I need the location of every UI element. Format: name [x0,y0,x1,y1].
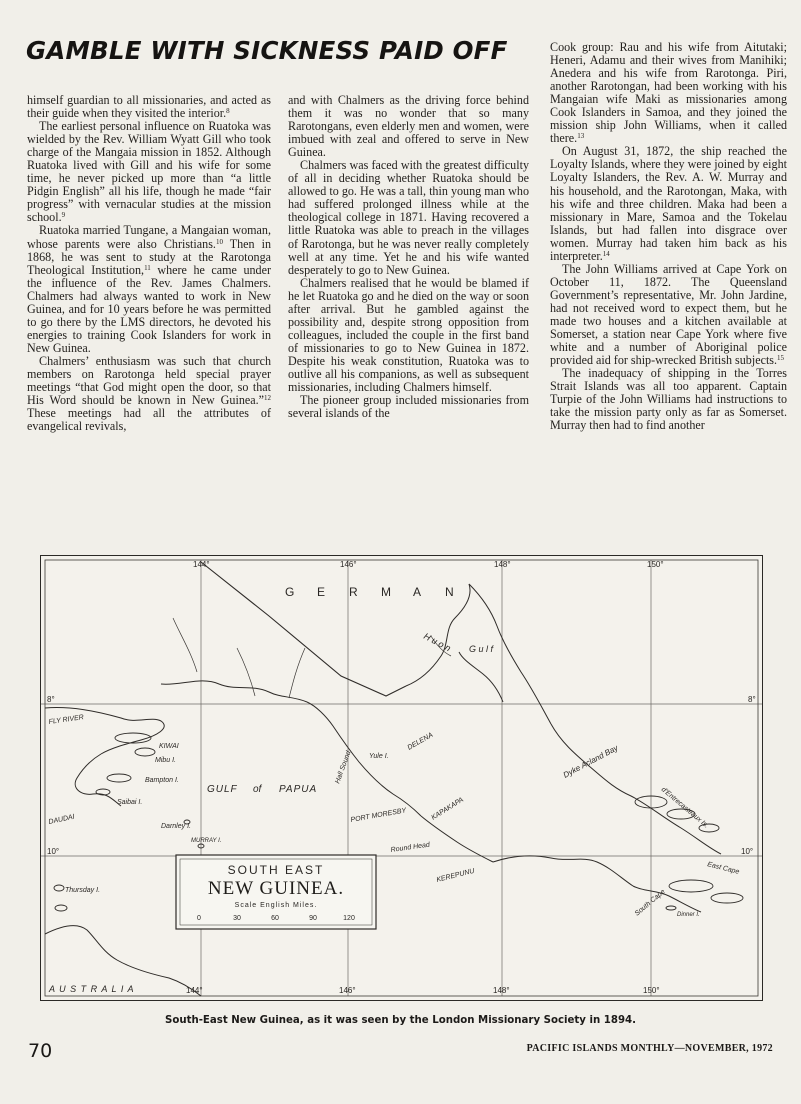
place-label: MURRAY I. [191,838,222,844]
place-label: Hall Sound [334,750,353,785]
longitude-label: 144° [186,986,203,995]
place-label: KAPAKAPA [430,796,465,822]
paragraph: The pioneer group included missionaries from several islands of the [288,393,529,421]
paragraph: Chalmers’ enthusiasm was such that church members on Rarotonga held special prayer meetings “that God might open the door, so that His Word should be known in New Guinea.”$^{12}$ These meetings had all the attributes of evangelical revivals, [27,353,271,434]
place-label: PAPUA [279,784,318,795]
german-letter: M [381,585,391,599]
place-label: G u l f [469,644,494,654]
german-territory-label [285,585,454,599]
paragraph: Chalmers was faced with the greatest difficulty of all in deciding whether Ruatoka should be allowed to go. He was a tall, thin young man who had suffered prolonged illness while at the theological college in 1871. Having recovered a little Ruatoka was able to preach in the villages of Rarotonga, but he was never really completely well at any time. Yet he and his wife wanted desperately to go to New Guinea. [288,158,529,277]
page-number: 70 [28,1040,53,1062]
longitude-label: 148° [494,560,511,569]
article-column-2 [288,94,529,420]
place-label: Dinner I. [677,912,700,918]
paragraph: The inadequacy of shipping in the Torres Strait Islands was all too apparent. Captain Turpie of the John Williams had instructions to take the mission party only as far as Somerset. Murray then had to find another [550,366,787,433]
map-title-line2: NEW GUINEA. [207,878,345,899]
map-scale-label: Scale English Miles. [234,902,318,909]
map-title-line1: SOUTH EAST [227,863,325,877]
german-letter: N [445,585,454,599]
paragraph: On August 31, 1872, the ship reached the Loyalty Islands, where they were joined by eight Loyalty Islanders, the Rev. A. W. Murray and his household, and the Rarotongan, Maka, with his wife and three children. Maka had been a missionary in Mare, Samoa and the Tokelau Islands, but had fallen into disgrace over women. Murray had taken him back as his interpreter.$^{14}$ [550,144,787,263]
place-label: PORT MORESBY [350,807,407,824]
scale-tick: 120 [343,915,355,922]
place-label: d'Entrecasteaux Is. [659,786,710,830]
map-title-box [176,855,376,929]
scale-tick: 90 [309,915,317,922]
latitude-label: 10° [741,847,754,856]
german-letter: A [413,585,422,599]
paragraph: The earliest personal influence on Ruatoka was wielded by the Rev. William Wyatt Gill who took charge of the Mangaia mission in 1852. Although Ruatoka lived with Gill and his wife for some time, he never picked up more than “a little Pidgin English” all his life, though he made “fair progress” with vernacular studies at the mission school.$^9$ [27,119,271,225]
place-label: DAUDAI [47,813,76,826]
place-label: Thursday I. [65,887,101,894]
place-labels [48,631,740,994]
place-label: H u o n [422,630,453,654]
paragraph: Chalmers realised that he would be blamed if he let Ruatoka go and he died on the way or soon after arrival. But he gambled against the possibility and, despite strong opposition from colleagues, included the couple in the first band of missionaries to go to New Guinea in 1872. Despite his weak constitution, Ruatoka was to outlive all his companions, as well as subsequent missionaries, including Chalmers himself. [288,275,529,395]
map-svg [41,556,762,1000]
latitude-label: 8° [748,695,756,704]
place-label: Bampton I. [145,777,179,784]
longitude-label: 144° [193,560,210,569]
scale-tick: 60 [271,915,279,922]
longitude-label: 148° [493,986,510,995]
german-boundary [201,562,406,696]
german-letter: G [285,585,295,599]
place-label: Darnley I. [161,823,191,830]
paragraph: and with Chalmers as the driving force behind them it was no wonder that so many Rarotongans, even elderly men and women, were imbued with zeal and offered to serve in New Guinea. [288,93,529,160]
longitude-label: 150° [647,560,664,569]
paragraph: Ruatoka married Tungane, a Mangaian woman, whose parents were also Christians.$^{10}$ Then in 1868, he was sent to study at the Rarotonga Theological Institution,$^{11}$ where he came under the influence of the Rev. James Chalmers. Chalmers had always wanted to work in New Guinea, and for 10 years before he was permitted to go there by the LMS directors, he devoted his energies to training Cook Islanders for work in New Guinea. [27,223,272,355]
south-east-new-guinea-map [40,555,763,1001]
rivers [173,618,451,698]
place-label: Yule I. [369,753,389,760]
scale-tick: 30 [233,915,241,922]
article-column-3 [550,41,787,432]
latitude-label: 8° [47,695,55,704]
place-label: Round Head [390,841,431,854]
place-label: of [253,784,262,795]
article-headline: GAMBLE WITH SICKNESS PAID OFF [26,36,508,65]
place-label: DELENA [406,731,435,752]
place-label: KEREPUNU [435,867,476,884]
german-letter: E [317,585,326,599]
place-label: Mibu I. [155,757,177,764]
article-column-1 [27,94,271,433]
place-label: South Cape [633,888,667,918]
longitude-label: 150° [643,986,660,995]
place-label: FLY RIVER [48,714,85,726]
longitude-label: 146° [340,560,357,569]
place-label: Dyke Acland Bay [561,743,620,780]
paragraph: The John Williams arrived at Cape York on October 11, 1872. The Queensland Government’s representative, Mr. John Jardine, had not received word to expect them, but he made two houses and a kitchen available at Somerset, a station near Cape York where five white and a number of Aboriginal police provided aid for ship-wrecked British subjects.$^{15}$ [550,261,787,368]
paragraph: Cook group: Rau and his wife from Aitutaki; Heneri, Adamu and their wives from Manihiki; Anedera and his wife from Rarotonga. Piri, another Rarotongan, had been working with his Mangaian wife Maki as missionaries among Cook Islanders in Samoa, and they joined the mission ship John Williams, when it called there.$^{13}$ [550,40,787,146]
place-label: KIWAI [159,743,179,750]
paragraph: himself guardian to all missionaries, and acted as their guide when they visited the interior.$^8$ [27,93,271,121]
longitude-label: 146° [339,986,356,995]
place-label: GULF [207,784,238,795]
german-letter: R [349,585,358,599]
place-label: East Cape [706,861,740,876]
map-caption: South-East New Guinea, as it was seen by the London Missionary Society in 1894. [164,1015,636,1026]
place-label: A U S T R A L I A [49,984,135,994]
place-label: Saibai I. [117,799,143,806]
latitude-label: 10° [47,847,60,856]
scale-tick: 0 [197,915,201,922]
running-footer: PACIFIC ISLANDS MONTHLY—NOVEMBER, 1972 [526,1043,773,1054]
